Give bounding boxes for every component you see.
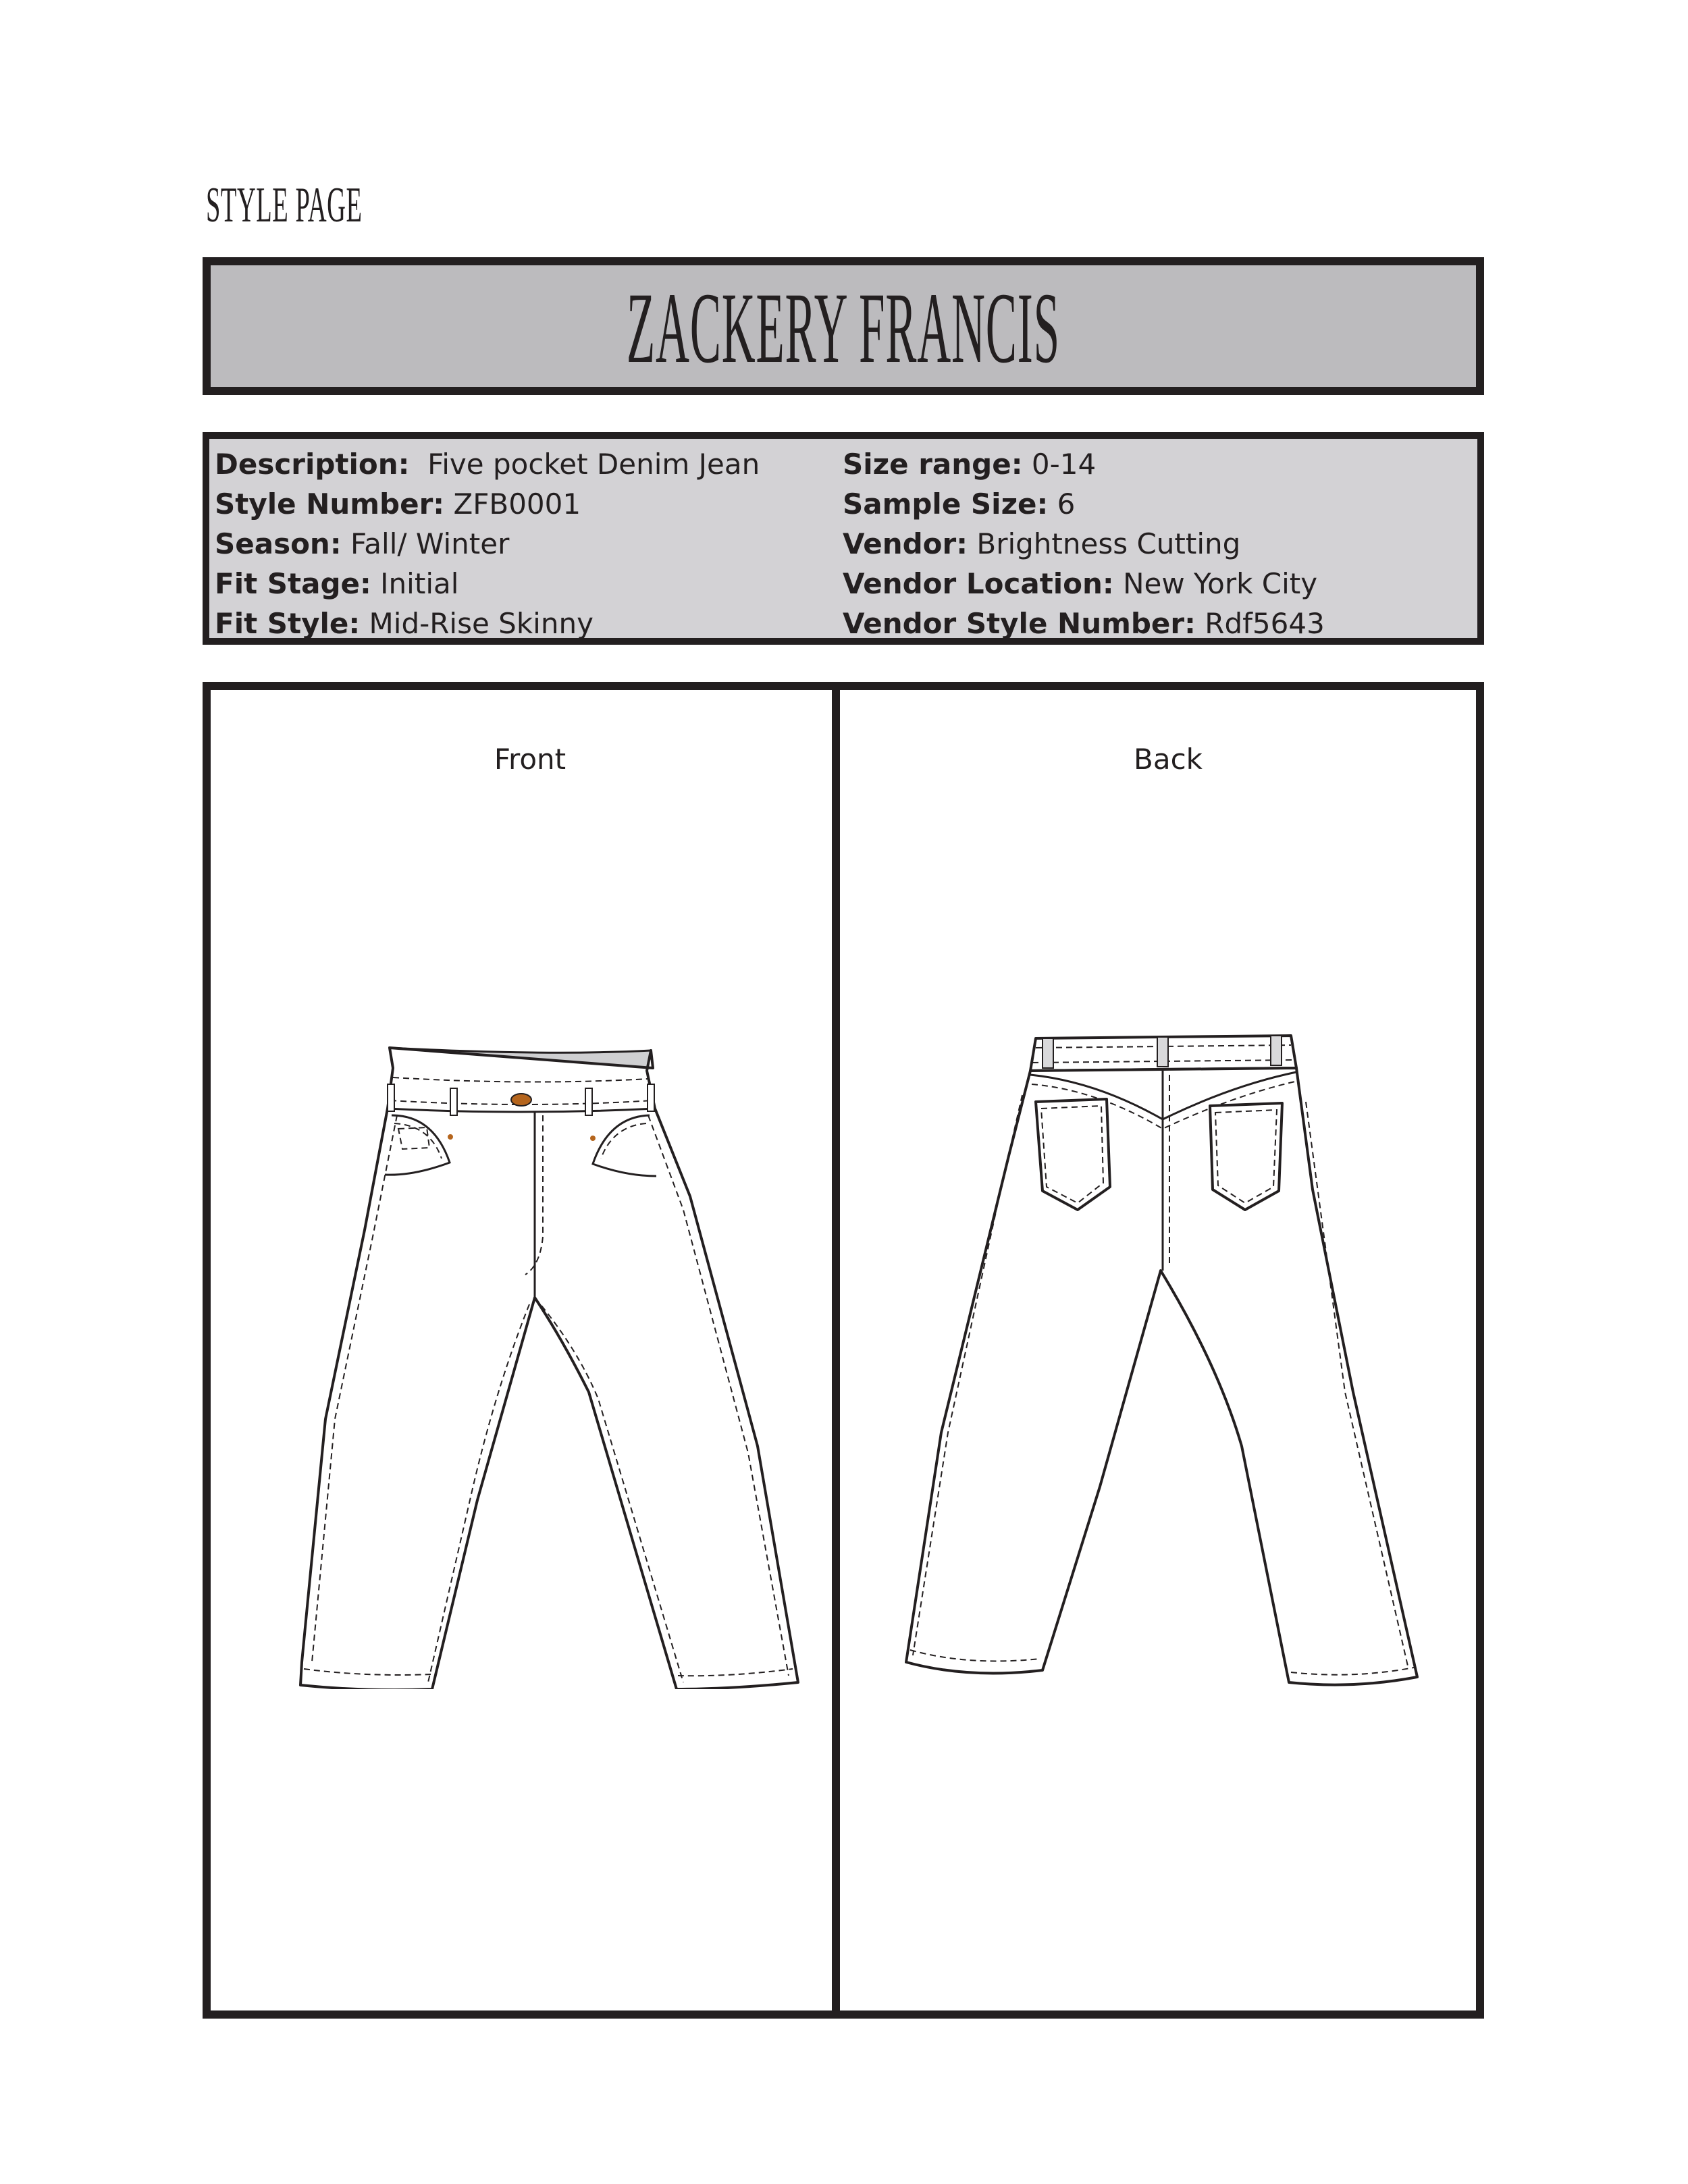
brand-name: ZACKERY FRANCIS bbox=[627, 272, 1060, 384]
info-key: Season: bbox=[215, 527, 342, 560]
info-value: ZFB0001 bbox=[453, 487, 581, 521]
info-key: Vendor: bbox=[843, 527, 968, 560]
jeans-back-flat-sketch bbox=[840, 1014, 1476, 1689]
info-column-left bbox=[215, 444, 760, 643]
info-value: 6 bbox=[1057, 487, 1076, 521]
info-key: Description: bbox=[215, 448, 410, 481]
info-vendor bbox=[843, 524, 1325, 564]
info-fit-style bbox=[215, 604, 760, 643]
views-divider bbox=[832, 690, 840, 2010]
info-vendor-location bbox=[843, 564, 1325, 604]
style-info-panel bbox=[203, 432, 1484, 645]
info-key: Fit Style: bbox=[215, 607, 361, 640]
info-value: New York City bbox=[1123, 567, 1318, 600]
info-column-right bbox=[843, 444, 1325, 643]
front-view-label: Front bbox=[494, 743, 566, 776]
info-value: Five pocket Denim Jean bbox=[427, 448, 760, 481]
info-key: Sample Size: bbox=[843, 487, 1049, 521]
info-value: Mid-Rise Skinny bbox=[369, 607, 594, 640]
info-value: Rdf5643 bbox=[1205, 607, 1325, 640]
info-value: Initial bbox=[380, 567, 459, 600]
info-sample-size bbox=[843, 484, 1325, 524]
page-label: STYLE PAGE bbox=[206, 178, 363, 233]
info-key: Style Number: bbox=[215, 487, 445, 521]
info-value: Brightness Cutting bbox=[976, 527, 1241, 560]
jeans-front-flat-sketch bbox=[211, 1014, 832, 1689]
info-season bbox=[215, 524, 760, 564]
brand-banner bbox=[203, 257, 1484, 395]
info-description bbox=[215, 444, 760, 484]
info-key: Fit Stage: bbox=[215, 567, 371, 600]
info-style-number bbox=[215, 484, 760, 524]
info-size-range bbox=[843, 444, 1325, 484]
info-key: Vendor Location: bbox=[843, 567, 1114, 600]
info-vendor-style-number bbox=[843, 604, 1325, 643]
info-key: Vendor Style Number: bbox=[843, 607, 1196, 640]
info-value: 0-14 bbox=[1031, 448, 1097, 481]
info-fit-stage bbox=[215, 564, 760, 604]
sketch-views-panel bbox=[203, 682, 1484, 2019]
info-key: Size range: bbox=[843, 448, 1023, 481]
back-view-label: Back bbox=[1134, 743, 1203, 776]
info-value: Fall/ Winter bbox=[350, 527, 510, 560]
